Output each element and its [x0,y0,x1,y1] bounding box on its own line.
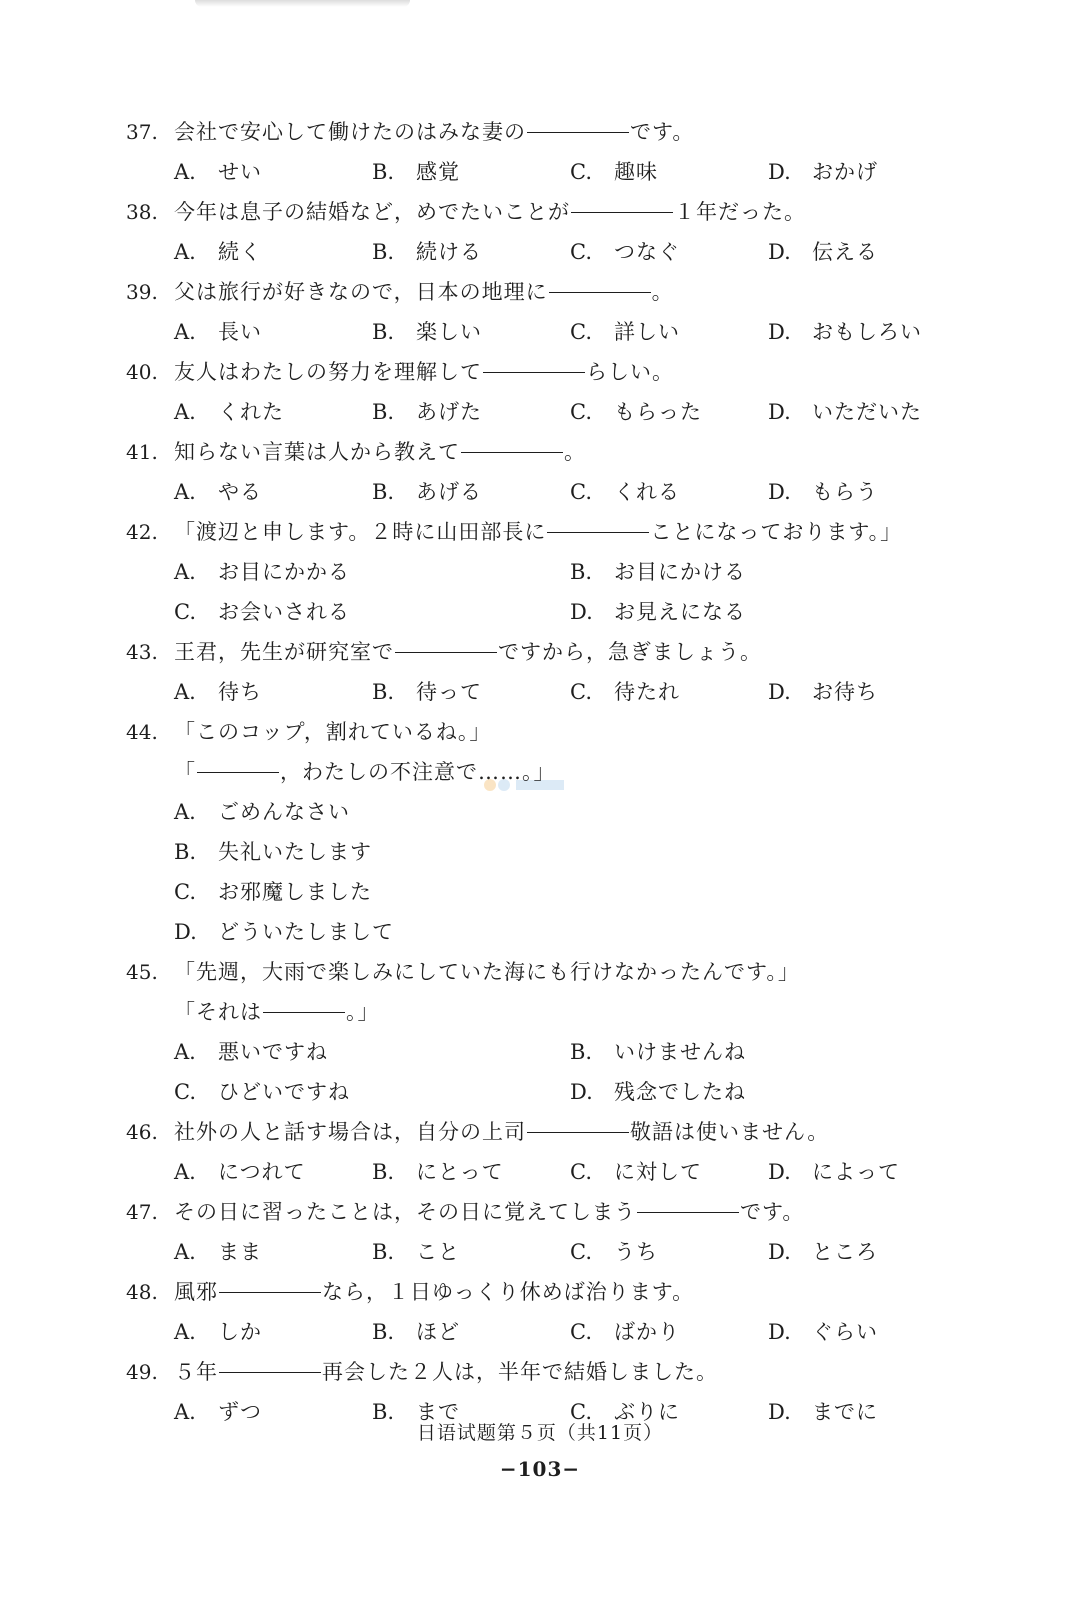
page-number: −103− [499,1457,581,1481]
option-text: に対して [614,1160,702,1184]
scan-smudge [195,0,410,7]
question-number: 45. [126,960,158,984]
option-text: ぶりに [614,1400,680,1424]
option-letter: D. [570,1080,593,1104]
option-text: どういたしまして [218,920,394,944]
answer-blank [219,1371,321,1373]
question-item [126,192,966,272]
option-text: 続ける [416,240,482,264]
question-text-after: 。 [564,440,586,464]
question-text-after: 敬語は使いません。 [630,1120,830,1144]
question-text: 今年は息子の結婚など，めでたいことが [174,200,570,224]
answer-option [174,232,372,272]
option-letter: B. [570,1040,593,1064]
option-text: おかげ [812,160,878,184]
option-text: までに [812,1400,878,1424]
answer-option [372,392,570,432]
question-stem [126,112,966,152]
reply-text: 「それは [174,1000,262,1024]
answer-option [174,312,372,352]
question-text-after: １年だった。 [674,200,806,224]
answer-option [768,152,966,192]
answer-option [570,472,768,512]
answer-blank [549,291,651,293]
question-item [126,1272,966,1352]
answer-blank [483,371,585,373]
question-stem [126,432,966,472]
option-text: につれて [218,1160,306,1184]
option-text: ほど [416,1320,460,1344]
option-text: ばかり [614,1320,680,1344]
option-text: ひどいですね [218,1080,350,1104]
question-text-after: ですから，急ぎましょう。 [498,640,762,664]
option-letter: C. [570,480,592,504]
question-text: 会社で安心して働けたのはみな妻の [174,120,526,144]
question-item [126,632,966,712]
option-text: もらった [614,400,702,424]
options-row [126,472,966,512]
question-text-after: なら，１日ゆっくり休めば治ります。 [322,1280,695,1304]
options-row [126,672,966,712]
option-text: お待ち [812,680,878,704]
option-letter: D. [174,920,197,944]
answer-blank [263,1011,345,1013]
option-letter: B. [372,680,395,704]
options-row [126,872,966,912]
option-letter: B. [570,560,593,584]
question-text: 「このコップ，割れているね。」 [174,720,492,744]
answer-blank [547,531,649,533]
question-text-after: です。 [630,120,695,144]
option-letter: C. [570,160,592,184]
option-text: 待たれ [614,680,680,704]
option-text: 続く [218,240,262,264]
answer-option [174,152,372,192]
question-number: 39. [126,280,158,304]
question-number: 44. [126,720,158,744]
option-text: 伝える [812,240,878,264]
answer-option [570,1072,966,1112]
answer-option [174,392,372,432]
answer-option [570,552,966,592]
question-number: 49. [126,1360,158,1384]
answer-option [174,1152,372,1192]
options-row [126,552,966,592]
option-text: いけませんね [614,1040,746,1064]
answer-option [174,1232,372,1272]
question-item [126,432,966,512]
answer-option [570,1152,768,1192]
option-letter: B. [372,1240,395,1264]
option-text: あげた [416,400,482,424]
option-text: ぐらい [812,1320,878,1344]
question-number: 47. [126,1200,158,1224]
option-letter: D. [768,240,791,264]
answer-option [174,1072,570,1112]
option-letter: A. [174,400,196,424]
option-letter: D. [768,400,791,424]
question-text: 王君，先生が研究室で [174,640,394,664]
answer-option [570,1232,768,1272]
answer-option [768,672,966,712]
answer-option [174,472,372,512]
question-item [126,112,966,192]
option-text: お目にかかる [218,560,350,584]
answer-option [372,232,570,272]
question-number: 42. [126,520,158,544]
answer-blank [197,771,279,773]
option-text: 楽しい [416,320,482,344]
question-number: 48. [126,1280,158,1304]
question-number: 46. [126,1120,158,1144]
question-stem [126,192,966,232]
question-stem [126,1192,966,1232]
option-text: 感覚 [416,160,460,184]
option-text: にとって [416,1160,504,1184]
question-stem [126,512,966,552]
option-text: 失礼いたします [218,840,372,864]
answer-option [372,672,570,712]
option-text: お会いされる [218,600,350,624]
option-text: おもしろい [812,320,922,344]
answer-option [570,1032,966,1072]
option-text: 残念でしたね [614,1080,746,1104]
option-letter: A. [174,1320,196,1344]
question-number: 43. [126,640,158,664]
question-text: ５年 [174,1360,218,1384]
answer-option [372,472,570,512]
answer-option [372,1232,570,1272]
option-letter: A. [174,160,196,184]
option-letter: B. [372,1160,395,1184]
options-row [126,912,966,952]
reply-text: 「 [174,760,196,784]
option-text: まま [218,1240,262,1264]
question-item [126,272,966,352]
question-list [126,112,966,1432]
option-text: お目にかける [614,560,746,584]
answer-option [372,152,570,192]
option-letter: C. [570,1240,592,1264]
option-letter: D. [768,480,791,504]
option-letter: A. [174,1400,196,1424]
answer-option [768,1312,966,1352]
answer-option [174,552,570,592]
answer-option [768,1152,966,1192]
answer-option [570,312,768,352]
option-letter: A. [174,1160,196,1184]
options-row [126,1072,966,1112]
options-row [126,832,966,872]
answer-option [570,232,768,272]
question-text: 「先週，大雨で楽しみにしていた海にも行けなかったんです。」 [174,960,800,984]
option-text: まで [416,1400,460,1424]
option-letter: A. [174,800,196,824]
options-row [126,152,966,192]
option-letter: B. [372,320,395,344]
question-text: その日に習ったことは，その日に覚えてしまう [174,1200,636,1224]
answer-option [174,792,774,832]
option-text: ごめんなさい [218,800,350,824]
option-text: ところ [812,1240,878,1264]
question-text: 風邪 [174,1280,218,1304]
option-text: 待ち [218,680,262,704]
options-row [126,1152,966,1192]
option-text: やる [218,480,262,504]
option-letter: C. [570,240,592,264]
answer-option [174,1032,570,1072]
question-text-after: 。 [651,280,674,304]
question-stem [126,272,966,312]
option-letter: D. [768,1400,791,1424]
option-text: せい [218,160,262,184]
reply-text-after: ，わたしの不注意で……。」 [280,760,556,784]
question-text-after: ことになっております。」 [650,520,903,544]
answer-option [768,472,966,512]
option-letter: D. [768,1320,791,1344]
answer-blank [395,651,497,653]
option-letter: A. [174,1040,196,1064]
question-stem [126,1112,966,1152]
answer-option [768,1232,966,1272]
option-letter: C. [570,1160,592,1184]
answer-blank [219,1291,321,1293]
option-text: くれる [614,480,680,504]
question-reply [126,752,966,792]
options-row [126,232,966,272]
option-letter: D. [768,320,791,344]
option-letter: C. [174,880,196,904]
options-row [126,392,966,432]
question-number: 38. [126,200,158,224]
option-text: 悪いですね [218,1040,328,1064]
question-item [126,512,966,632]
option-text: いただいた [812,400,922,424]
option-text: こと [416,1240,460,1264]
option-letter: B. [372,240,395,264]
answer-option [768,312,966,352]
option-text: くれた [218,400,284,424]
options-row [126,1032,966,1072]
option-text: 趣味 [614,160,658,184]
option-letter: A. [174,1240,196,1264]
question-stem [126,952,966,992]
reply-text-after: 。」 [346,1000,380,1024]
option-letter: A. [174,320,196,344]
question-stem [126,352,966,392]
options-row [126,312,966,352]
question-text: 友人はわたしの努力を理解して [174,360,482,384]
option-letter: A. [174,560,196,584]
option-letter: B. [372,1400,395,1424]
option-text: しか [218,1320,262,1344]
option-letter: C. [570,400,592,424]
answer-option [768,232,966,272]
question-item [126,712,966,952]
question-text: 父は旅行が好きなので，日本の地理に [174,280,548,304]
question-stem [126,1272,966,1312]
option-letter: C. [570,1400,592,1424]
answer-option [174,872,774,912]
option-text: お邪魔しました [218,880,372,904]
answer-option [174,1312,372,1352]
question-reply [126,992,966,1032]
option-letter: D. [768,680,791,704]
answer-option [768,392,966,432]
option-letter: A. [174,680,196,704]
question-text: 社外の人と話す場合は，自分の上司 [174,1120,526,1144]
option-letter: C. [570,680,592,704]
question-number: 40. [126,360,158,384]
option-letter: A. [174,240,196,264]
answer-blank [461,451,563,453]
answer-option [174,912,774,952]
option-letter: C. [174,600,196,624]
option-letter: C. [570,320,592,344]
option-letter: D. [570,600,593,624]
question-item [126,952,966,1112]
question-text: 知らない言葉は人から教えて [174,440,460,464]
option-letter: C. [570,1320,592,1344]
option-letter: D. [768,1160,791,1184]
option-text: つなぐ [614,240,680,264]
question-item [126,1112,966,1192]
option-text: によって [812,1160,900,1184]
answer-blank [527,1131,629,1133]
options-row [126,1312,966,1352]
option-letter: D. [768,160,791,184]
question-number: 41. [126,440,158,464]
option-text: ずつ [218,1400,262,1424]
answer-option [570,392,768,432]
option-letter: B. [372,1320,395,1344]
options-row [126,792,966,832]
question-text-after: らしい。 [586,360,674,384]
option-text: もらう [812,480,878,504]
question-text: 「渡辺と申します。２時に山田部長に [174,520,547,544]
question-text-after: です。 [740,1200,805,1224]
option-text: 詳しい [614,320,680,344]
answer-blank [527,131,629,133]
answer-option [570,672,768,712]
question-item [126,352,966,432]
option-text: うち [614,1240,658,1264]
option-text: 待って [416,680,482,704]
options-row [126,1232,966,1272]
option-letter: B. [372,480,395,504]
answer-option [570,1312,768,1352]
option-letter: B. [372,160,395,184]
page-footer-text: 日语试题第５页（共11页） [416,1422,664,1444]
option-letter: B. [174,840,197,864]
question-text-after: 再会した２人は，半年で結婚しました。 [322,1360,718,1384]
answer-option [174,832,774,872]
question-number: 37. [126,120,158,144]
option-letter: A. [174,480,196,504]
option-text: お見えになる [614,600,746,624]
answer-option [372,1152,570,1192]
option-text: あげる [416,480,482,504]
answer-option [570,152,768,192]
answer-option [570,592,966,632]
option-letter: B. [372,400,395,424]
answer-option [372,312,570,352]
question-stem [126,632,966,672]
question-stem [126,712,966,752]
option-letter: D. [768,1240,791,1264]
option-letter: C. [174,1080,196,1104]
answer-option [372,1312,570,1352]
question-item [126,1192,966,1272]
answer-blank [571,211,673,213]
question-stem [126,1352,966,1392]
answer-option [174,672,372,712]
option-text: 長い [218,320,262,344]
answer-option [174,592,570,632]
options-row [126,592,966,632]
answer-blank [637,1211,739,1213]
